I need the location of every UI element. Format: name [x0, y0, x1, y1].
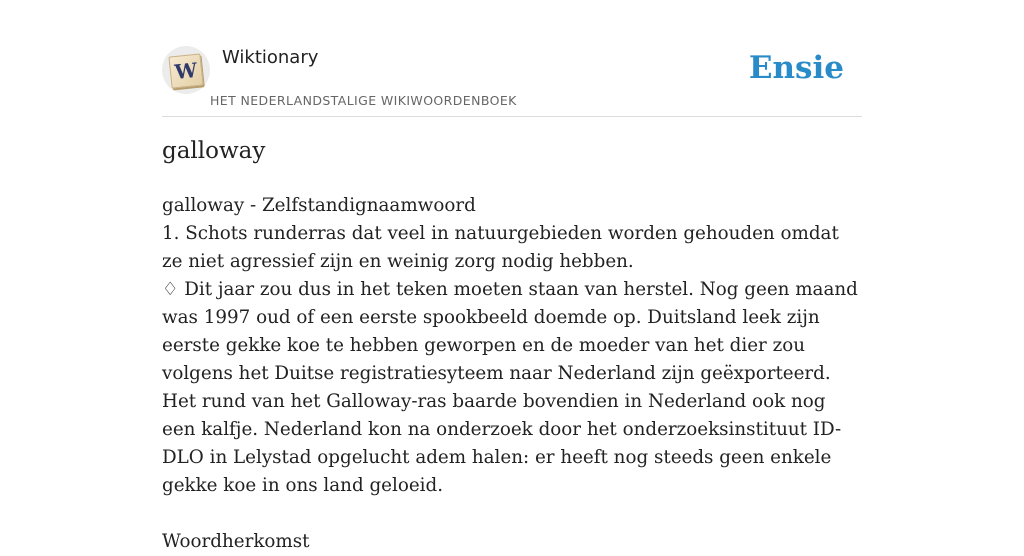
site-header [162, 40, 862, 117]
ensie-brand-logo[interactable]: Ensie [748, 50, 844, 86]
part-of-speech-line: galloway - Zelfstandignaamwoord [162, 195, 476, 216]
logo-letter: W [173, 57, 199, 85]
example-quote: ♢ Dit jaar zou dus in het teken moeten staan van herstel. Nog geen maand was 1997 oud of een eerste spookbeeld doemde op. Duitsland leek zijn eerste gekke koe te hebben geworpen en de moeder van het dier zou volgens het Duitse registratiesyteem naar Nederland zijn geëxporteerd. Het rund van het Galloway-ras baarde bovendien in Nederland ook nog een kalfje. Nederland kon na onderzoek door het onderzoeksinstituut ID-DLO in Lelystad opgelucht adem halen: er heeft nog steeds geen enkele gekke koe in ons land geloeid. [162, 279, 858, 496]
wiktionary-logo[interactable] [162, 46, 210, 94]
page-title: galloway [162, 138, 266, 164]
site-subtitle: HET NEDERLANDSTALIGE WIKIWOORDENBOEK [210, 93, 517, 108]
logo-tile-icon [168, 53, 203, 88]
entry-content [162, 192, 862, 556]
site-title[interactable]: Wiktionary [222, 47, 319, 68]
etymology-heading: Woordherkomst [162, 531, 310, 552]
definition: 1. Schots runderras dat veel in natuurgebieden worden gehouden omdat ze niet agressief zijn en weinig zorg nodig hebben. [162, 223, 839, 272]
